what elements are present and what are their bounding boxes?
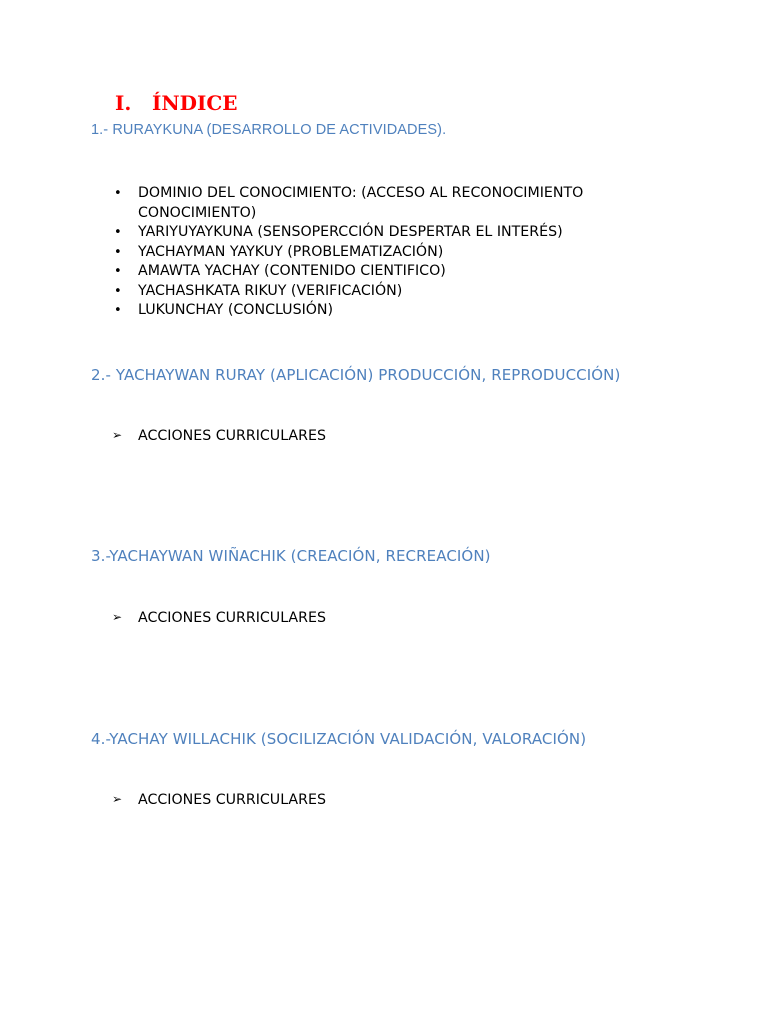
arrow-bullet-icon: ➢ (112, 428, 123, 442)
section-2-item (112, 428, 326, 444)
list-item-text: AMAWTA YACHAY (CONTENIDO CIENTIFICO) (138, 263, 446, 279)
list-item (112, 223, 672, 243)
list-item (112, 282, 672, 302)
bullet-icon: • (114, 225, 122, 240)
list-item-text: YACHAYMAN YAYKUY (PROBLEMATIZACIÓN) (138, 243, 444, 260)
list-item-text: LUKUNCHAY (CONCLUSIÓN) (138, 302, 334, 318)
section-2-title: 2.- YACHAYWAN RURAY (APLICACIÓN) PRODUCCIÓN, REPRODUCCIÓN) (91, 366, 621, 384)
arrow-bullet-icon: ➢ (112, 610, 123, 624)
bullet-icon: • (114, 283, 122, 299)
section-3-item (112, 610, 326, 626)
section-3-item-text: ACCIONES CURRICULARES (138, 610, 326, 626)
list-item (112, 301, 672, 321)
list-item-text: YARIYUYAYKUNA (SENSOPERCCIÓN DESPERTAR EL INTERÉS) (138, 224, 563, 240)
section-3-title: 3.-YACHAYWAN WIÑACHIK (CREACIÓN, RECREACIÓN) (91, 547, 491, 565)
bullet-icon: • (114, 303, 122, 318)
section-4-item (112, 792, 326, 808)
section-1-title: 1.- RURAYKUNA (DESARROLLO DE ACTIVIDADES). (91, 122, 447, 138)
arrow-bullet-icon: ➢ (112, 792, 123, 806)
bullet-icon: • (114, 244, 122, 260)
list-item (112, 184, 672, 223)
list-item (112, 262, 672, 282)
section-4-title: 4.-YACHAY WILLACHIK (SOCILIZACIÓN VALIDACIÓN, VALORACIÓN) (91, 730, 587, 748)
heading-title: ÍNDICE (152, 91, 238, 115)
heading-number: I. (115, 91, 132, 115)
index-heading (115, 91, 238, 115)
section-2-item-text: ACCIONES CURRICULARES (138, 428, 326, 444)
bullet-icon: • (114, 186, 122, 201)
list-item (112, 243, 672, 263)
bullet-icon: • (114, 264, 122, 279)
list-item-text: YACHASHKATA RIKUY (VERIFICACIÓN) (138, 282, 403, 299)
section-1-bullet-list (112, 184, 672, 321)
section-4-item-text: ACCIONES CURRICULARES (138, 792, 326, 808)
list-item-text: DOMINIO DEL CONOCIMIENTO: (ACCESO AL RECONOCIMIENTO CONOCIMIENTO) (138, 185, 584, 221)
